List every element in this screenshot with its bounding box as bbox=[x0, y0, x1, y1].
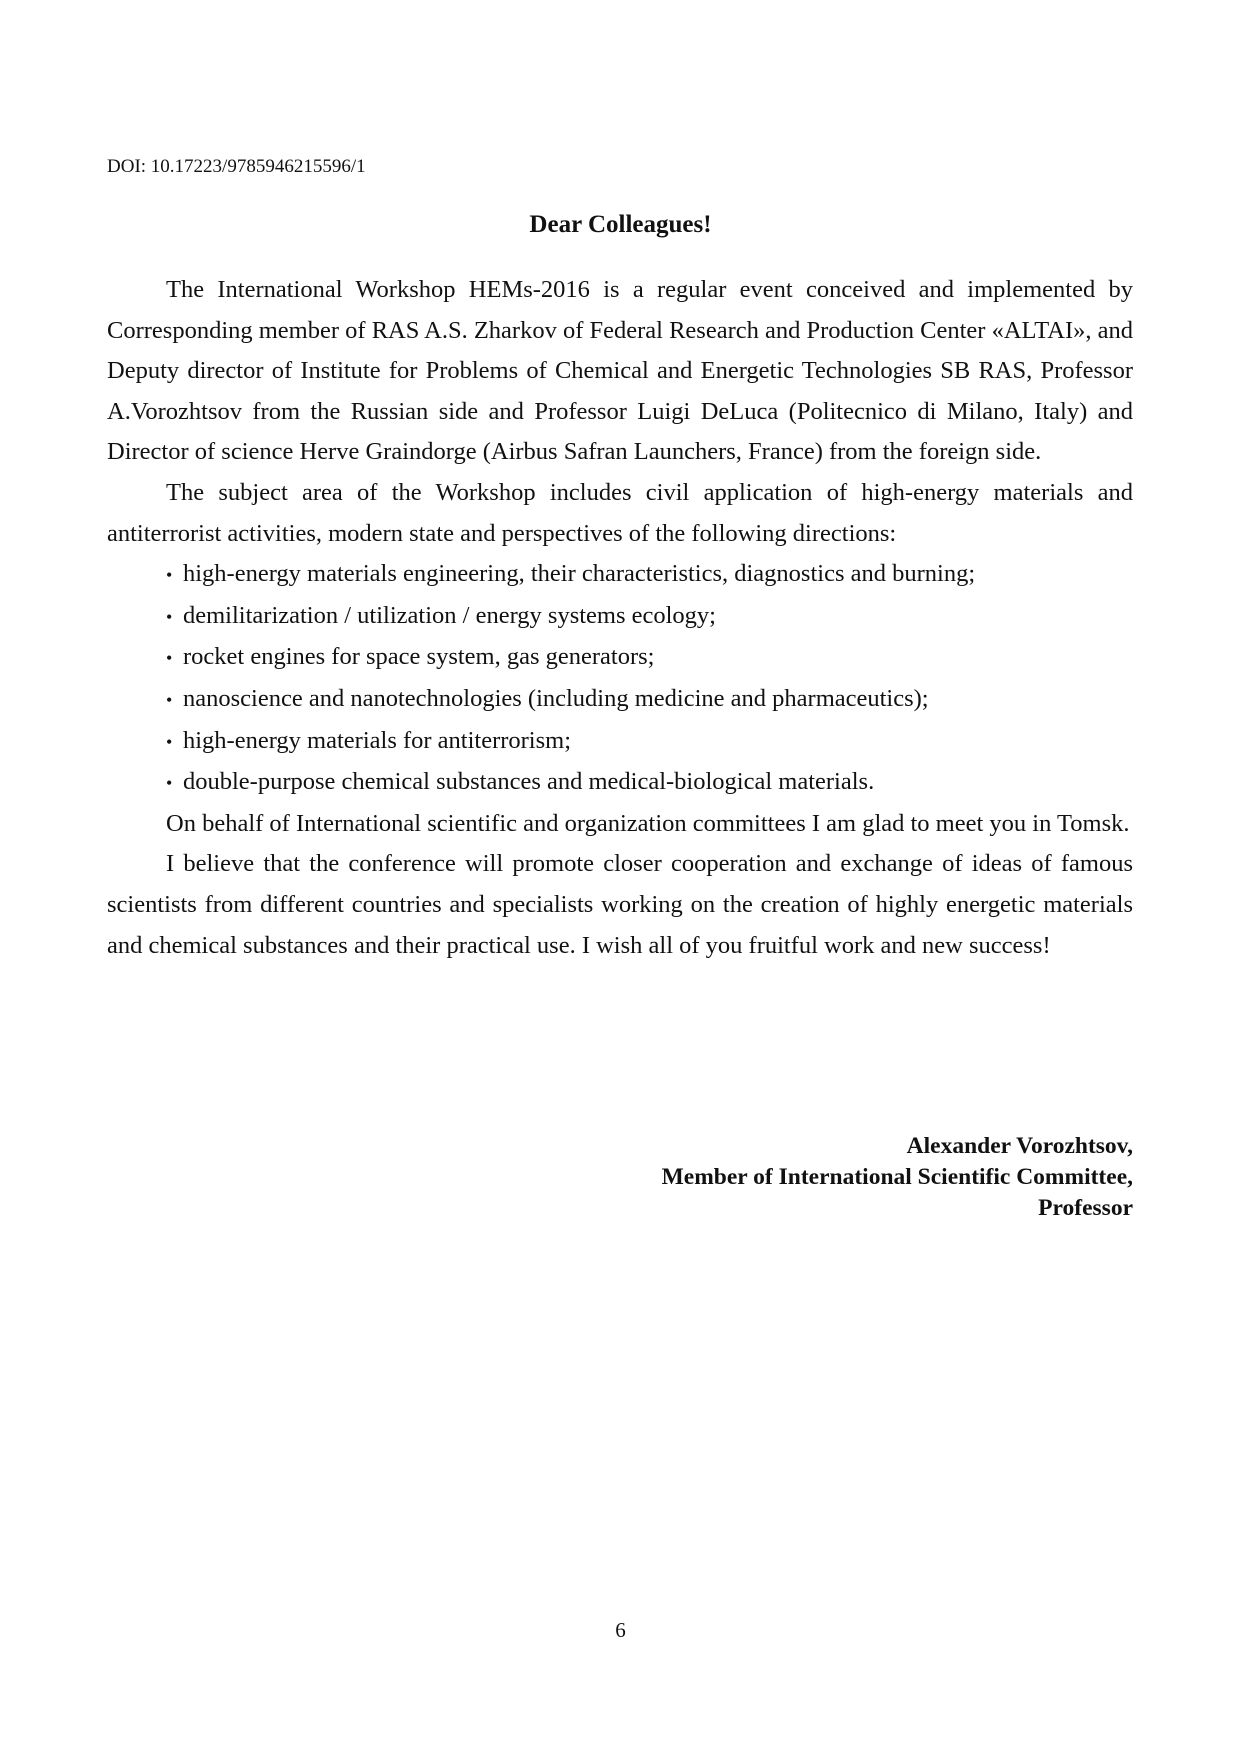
signature-name: Alexander Vorozhtsov, bbox=[906, 1133, 1133, 1159]
list-item bbox=[166, 679, 1133, 721]
list-item-text: demilitarization / utilization / energy systems ecology; bbox=[183, 601, 716, 629]
list-item bbox=[166, 596, 1133, 638]
list-item-text: high-energy materials engineering, their characteristics, diagnostics and burning; bbox=[183, 560, 976, 588]
letter-body bbox=[107, 270, 1133, 966]
signature-block bbox=[662, 1131, 1133, 1224]
bullet-icon: • bbox=[166, 648, 173, 669]
doi-line: DOI: 10.17223/9785946215596/1 bbox=[107, 156, 366, 177]
list-item bbox=[166, 762, 1133, 804]
list-item-text: high-energy materials for antiterrorism; bbox=[183, 726, 572, 754]
bullet-icon: • bbox=[166, 689, 173, 710]
list-item-text: nanoscience and nanotechnologies (including medicine and pharmaceutics); bbox=[183, 684, 929, 712]
signature-title: Professor bbox=[1038, 1195, 1133, 1221]
directions-list bbox=[107, 554, 1133, 804]
bullet-icon: • bbox=[166, 565, 173, 586]
bullet-icon: • bbox=[166, 731, 173, 752]
list-item-text: rocket engines for space system, gas generators; bbox=[183, 643, 655, 671]
bullet-icon: • bbox=[166, 606, 173, 627]
paragraph-behalf: On behalf of International scientific and organization committees I am glad to meet you in Tomsk. bbox=[166, 809, 1130, 837]
list-item bbox=[166, 554, 1133, 596]
list-item-text: double-purpose chemical substances and medical-biological materials. bbox=[183, 768, 875, 796]
paragraph-intro: The International Workshop HEMs-2016 is a regular event conceived and implemented by Corresponding member of RAS A.S. Zharkov of Federal Research and Production Center «ALTAI», and Deputy director of Institute for Problems of Chemical and Energetic Technologies SB RAS, Professor A.Vorozhtsov from the Russian side and Professor Luigi DeLuca (Politecnico di Milano, Italy) and Director of science Herve Graindorge (Airbus Safran Launchers, France) from the foreign side. bbox=[107, 276, 1133, 466]
page-number: 6 bbox=[615, 1618, 626, 1642]
paragraph-subject: The subject area of the Workshop includes civil application of high-energy materials and antiterrorist activities, modern state and perspectives of the following directions: bbox=[107, 478, 1133, 547]
bullet-icon: • bbox=[166, 773, 173, 794]
page-title: Dear Colleagues! bbox=[529, 211, 712, 238]
list-item bbox=[166, 721, 1133, 763]
signature-position: Member of International Scientific Committee, bbox=[661, 1164, 1133, 1190]
list-item bbox=[166, 637, 1133, 679]
paragraph-closing: I believe that the conference will promote closer cooperation and exchange of ideas of famous scientists from different countries and specialists working on the creation of highly energetic materials and chemical substances and their practical use. I wish all of you fruitful work and new success! bbox=[107, 850, 1133, 959]
